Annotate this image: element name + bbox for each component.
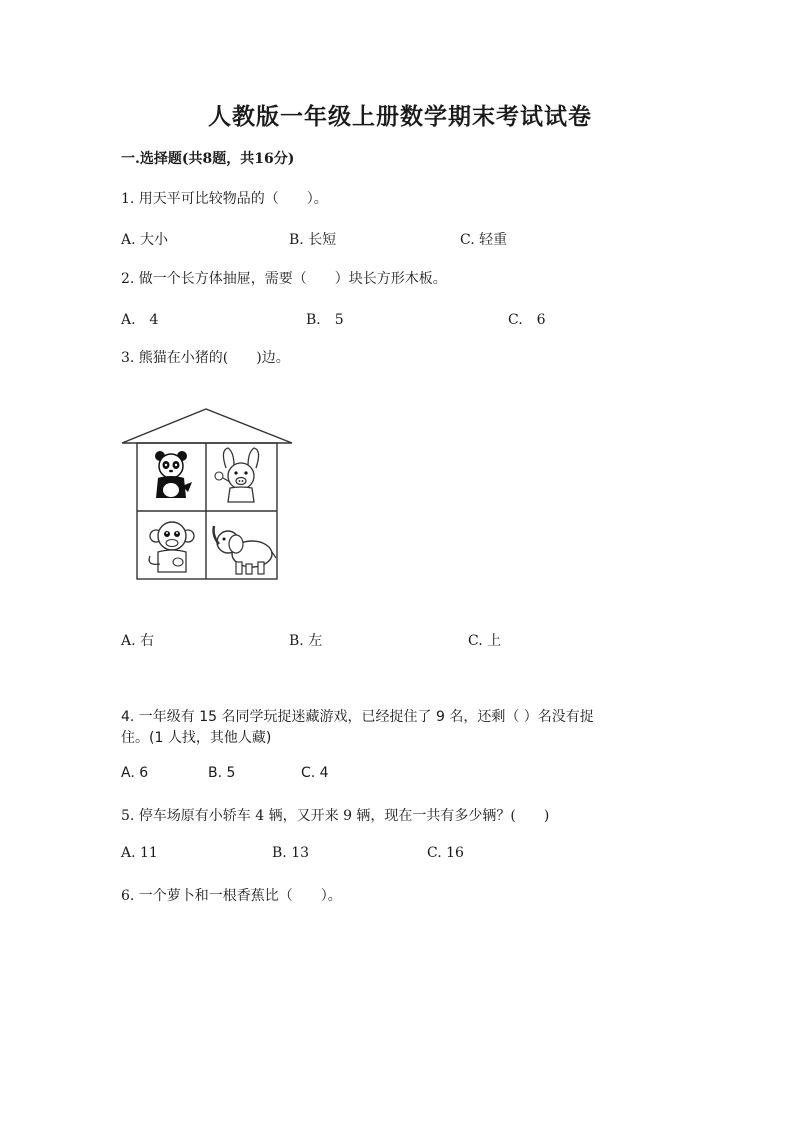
question-4-option-a: A. 6 (121, 765, 149, 781)
question-5-option-b: B. 13 (272, 845, 310, 861)
question-3-option-b: B. 左 (289, 633, 323, 649)
monkey-icon (149, 522, 194, 572)
question-5-option-c: C. 16 (427, 845, 464, 861)
exam-title: 人教版一年级上册数学期末考试试卷 (208, 103, 592, 130)
house-figure (120, 406, 295, 588)
question-4-option-b: B. 5 (208, 765, 236, 781)
question-4-stem-line2: 住。(1 人找，其他人藏) (121, 730, 272, 746)
pig-icon (215, 448, 259, 502)
question-2-stem: 2. 做一个长方体抽屉，需要（ ）块长方形木板。 (121, 271, 447, 287)
section-heading: 一.选择题(共8题，共16分) (121, 151, 295, 167)
question-6-stem: 6. 一个萝卜和一根香蕉比（ ）。 (121, 888, 342, 904)
question-3-option-c: C. 上 (468, 633, 502, 649)
question-2-option-c: C. 6 (508, 312, 546, 328)
question-3-stem: 3. 熊猫在小猪的( )边。 (121, 350, 290, 366)
question-2-option-b: B. 5 (306, 312, 344, 328)
elephant-icon (214, 526, 276, 574)
question-5-option-a: A. 11 (121, 845, 158, 861)
question-4-stem-line1: 4. 一年级有 15 名同学玩捉迷藏游戏，已经捉住了 9 名，还剩（ ）名没有捉 (121, 709, 594, 725)
question-1-option-c: C. 轻重 (460, 232, 508, 248)
question-1-option-a: A. 大小 (121, 232, 169, 248)
question-1-stem: 1. 用天平可比较物品的（ ）。 (121, 191, 328, 207)
question-3-option-a: A. 右 (121, 633, 155, 649)
question-2-option-a: A. 4 (121, 312, 159, 328)
question-4-option-c: C. 4 (301, 765, 329, 781)
question-1-option-b: B. 长短 (289, 232, 337, 248)
panda-icon (155, 451, 192, 498)
question-5-stem: 5. 停车场原有小轿车 4 辆，又开来 9 辆，现在一共有多少辆？( ) (121, 808, 550, 824)
